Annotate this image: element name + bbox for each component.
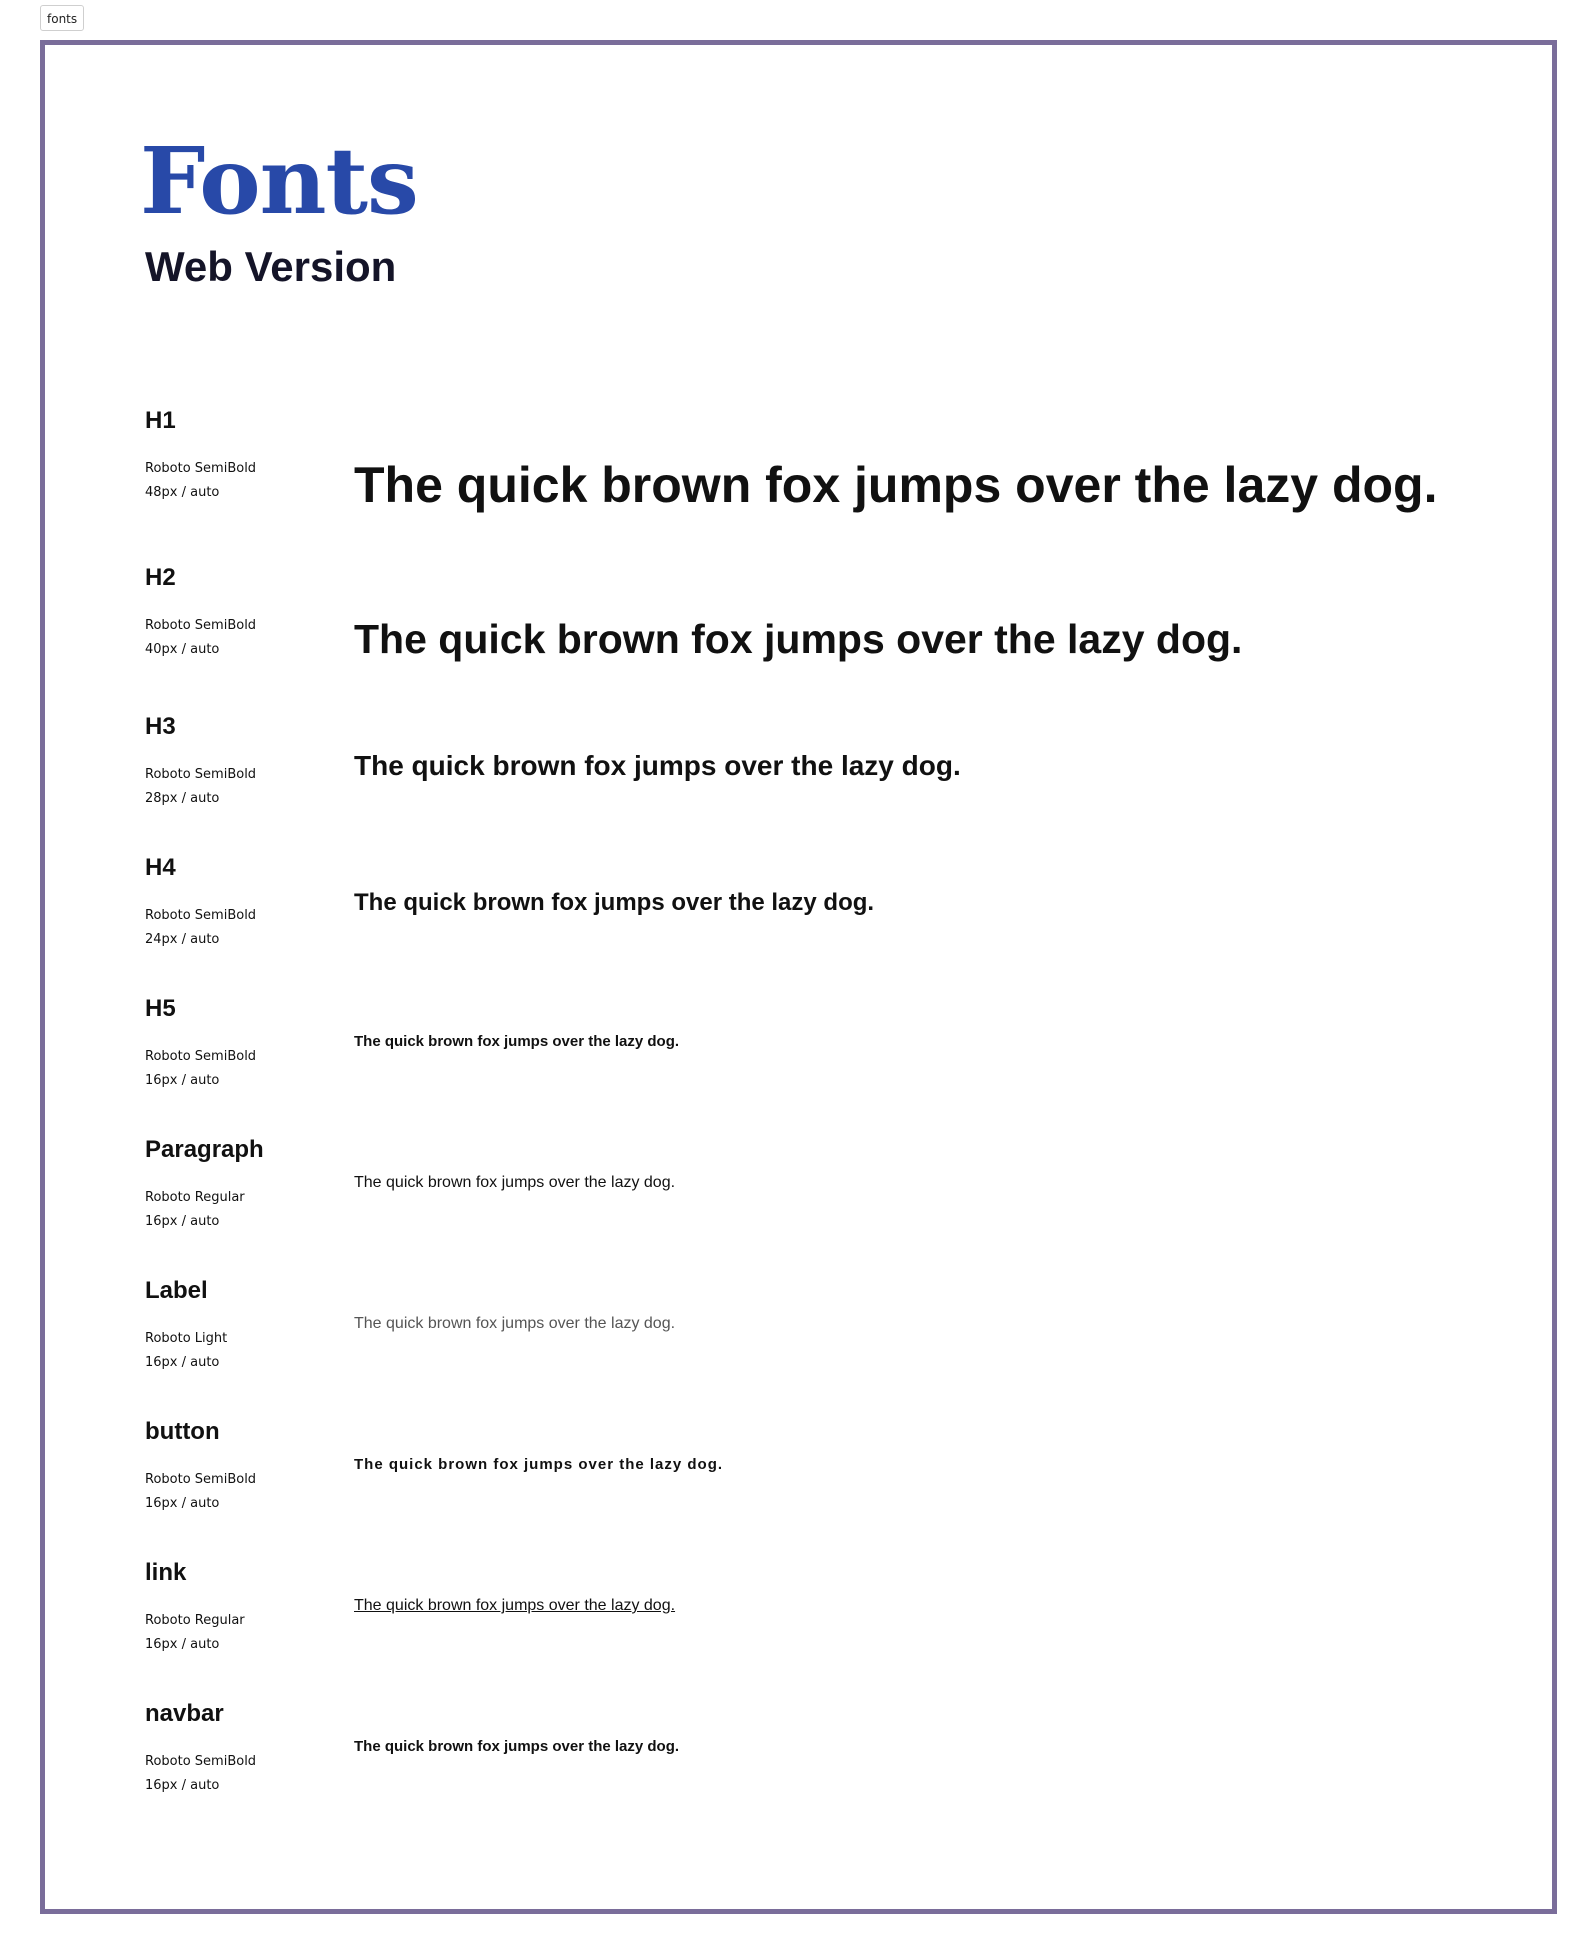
style-name: H2: [145, 564, 176, 591]
specimen-button: The quick brown fox jumps over the lazy dog.: [354, 1456, 724, 1473]
style-name: button: [145, 1418, 220, 1445]
style-name: H1: [145, 407, 176, 434]
style-meta: [145, 1186, 245, 1234]
style-font: Roboto SemiBold: [145, 618, 257, 633]
style-spec: 16px / auto: [145, 1637, 220, 1652]
specimen-h5: The quick brown fox jumps over the lazy dog.: [354, 1033, 680, 1050]
style-row-paragraph: [145, 1134, 1525, 1264]
style-font: Roboto SemiBold: [145, 461, 257, 476]
style-name: Label: [145, 1277, 208, 1304]
style-spec: 16px / auto: [145, 1214, 220, 1229]
style-row-h2: [145, 562, 1525, 692]
specimen-navbar: The quick brown fox jumps over the lazy dog.: [354, 1738, 680, 1755]
style-row-h5: [145, 993, 1525, 1123]
specimen-h1: The quick brown fox jumps over the lazy dog.: [354, 457, 1438, 513]
style-row-h1: [145, 405, 1525, 535]
style-spec: 24px / auto: [145, 932, 220, 947]
specimen-label: The quick brown fox jumps over the lazy dog.: [354, 1315, 676, 1332]
specimen-h4: The quick brown fox jumps over the lazy dog.: [354, 889, 875, 916]
style-font: Roboto Regular: [145, 1613, 245, 1628]
fonts-frame: [40, 40, 1557, 1914]
style-row-h4: [145, 852, 1525, 982]
style-name: link: [145, 1559, 187, 1586]
style-font: Roboto SemiBold: [145, 767, 257, 782]
style-meta: [145, 1609, 245, 1657]
page-title: Fonts: [140, 127, 418, 235]
frame-label[interactable]: fonts: [40, 5, 84, 31]
style-font: Roboto SemiBold: [145, 1472, 257, 1487]
style-name: navbar: [145, 1700, 224, 1727]
specimen-h3: The quick brown fox jumps over the lazy dog.: [354, 750, 961, 781]
style-meta: [145, 614, 256, 662]
style-row-navbar: [145, 1698, 1525, 1828]
style-name: H4: [145, 854, 176, 881]
page-subtitle: Web Version: [145, 243, 397, 290]
specimen-paragraph: The quick brown fox jumps over the lazy dog.: [354, 1174, 676, 1191]
style-name: H3: [145, 713, 176, 740]
style-name: Paragraph: [145, 1136, 264, 1163]
style-font: Roboto SemiBold: [145, 1754, 257, 1769]
style-row-label: [145, 1275, 1525, 1405]
style-meta: [145, 904, 256, 952]
style-meta: [145, 1327, 227, 1375]
specimen-h2: The quick brown fox jumps over the lazy dog.: [354, 616, 1243, 662]
style-meta: [145, 457, 256, 505]
style-meta: [145, 1468, 256, 1516]
style-font: Roboto SemiBold: [145, 1049, 257, 1064]
style-spec: 40px / auto: [145, 642, 220, 657]
style-meta: [145, 1045, 256, 1093]
style-meta: [145, 1750, 256, 1798]
style-font: Roboto Light: [145, 1331, 228, 1346]
style-name: H5: [145, 995, 176, 1022]
style-spec: 16px / auto: [145, 1496, 220, 1511]
specimen-link[interactable]: The quick brown fox jumps over the lazy dog.: [354, 1597, 676, 1614]
style-font: Roboto Regular: [145, 1190, 245, 1205]
style-row-button: [145, 1416, 1525, 1546]
style-spec: 28px / auto: [145, 791, 220, 806]
style-spec: 16px / auto: [145, 1355, 220, 1370]
style-font: Roboto SemiBold: [145, 908, 257, 923]
style-spec: 16px / auto: [145, 1073, 220, 1088]
style-row-h3: [145, 711, 1525, 841]
style-row-link: [145, 1557, 1525, 1687]
style-meta: [145, 763, 256, 811]
style-spec: 48px / auto: [145, 485, 220, 500]
style-spec: 16px / auto: [145, 1778, 220, 1793]
